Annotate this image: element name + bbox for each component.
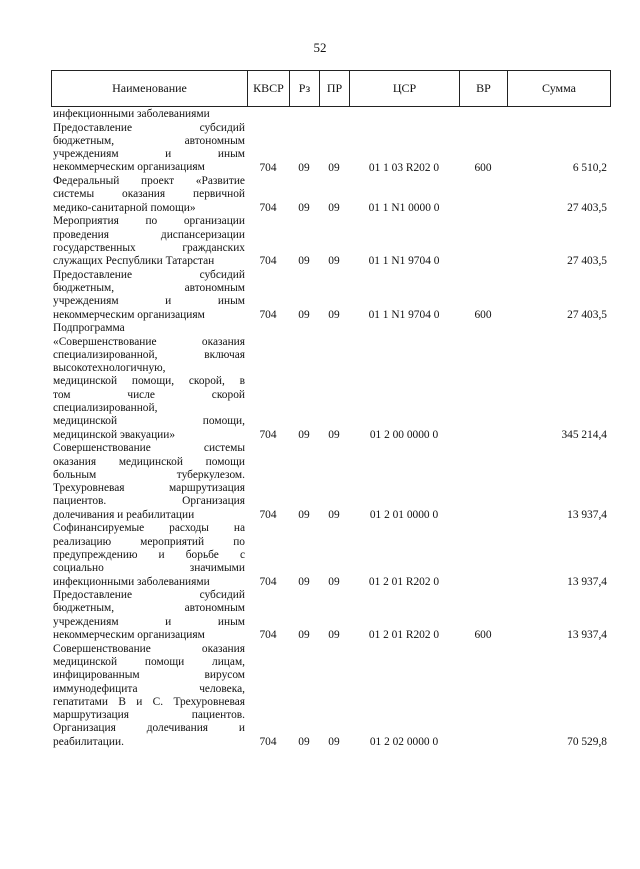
row-pr: 09	[328, 428, 340, 441]
page-number: 52	[313, 40, 327, 55]
table-row	[51, 322, 611, 442]
row-name-line: бюджетным, автономным	[53, 134, 245, 147]
row-name-line: Предоставление субсидий	[53, 268, 245, 281]
row-name-line: том числе скорой	[53, 388, 245, 401]
row-name	[53, 442, 245, 522]
row-pr: 09	[328, 575, 340, 588]
row-name-line: Совершенствование оказания	[53, 642, 245, 655]
row-name-line: предупреждению и борьбе с	[53, 548, 245, 561]
row-sum: 13 937,4	[567, 509, 607, 522]
row-kvsr: 704	[259, 428, 277, 441]
row-name-line: медицинской помощи, скорой, в	[53, 375, 245, 388]
row-csr: 01 2 02 0000 0	[369, 736, 439, 749]
row-csr: 01 2 00 0000 0	[369, 428, 439, 441]
row-name-line: учреждениям и иным	[53, 295, 245, 308]
row-rz: 09	[298, 736, 310, 749]
row-csr: 01 1 03 R202 0	[368, 161, 440, 174]
row-csr: 01 2 01 0000 0	[369, 509, 439, 522]
row-pr: 09	[328, 629, 340, 642]
row-rz: 09	[298, 308, 310, 321]
row-name-line: маршрутизация пациентов.	[53, 709, 245, 722]
row-csr: 01 1 N1 9704 0	[368, 308, 440, 321]
row-pr: 09	[328, 201, 340, 214]
header-rz: Рз	[290, 71, 320, 106]
table-row	[51, 589, 611, 643]
row-name-line: некоммерческим организациям	[53, 629, 205, 642]
row-name-line: системы оказания первичной	[53, 188, 245, 201]
row-pr: 09	[328, 161, 340, 174]
row-name-line: оказания медицинской помощи	[53, 455, 245, 468]
row-name-line: медико-санитарной помощи»	[53, 201, 196, 214]
row-name	[53, 215, 245, 268]
row-rz: 09	[298, 428, 310, 441]
row-kvsr: 704	[259, 629, 277, 642]
row-sum: 6 510,2	[572, 161, 607, 174]
table-row	[51, 175, 611, 215]
row-name-line: государственных гражданских	[53, 241, 245, 254]
row-pr: 09	[328, 255, 340, 268]
header-sum: Сумма	[542, 81, 576, 95]
row-name-line: учреждениям и иным	[53, 148, 245, 161]
table-row	[51, 122, 611, 176]
row-name	[53, 643, 245, 749]
row-name-line: учреждениям и иным	[53, 615, 245, 628]
row-name-line: инфекционными заболеваниями	[53, 108, 210, 120]
row-kvsr: 704	[259, 509, 277, 522]
row-name-line: бюджетным, автономным	[53, 602, 245, 615]
row-kvsr: 704	[259, 201, 277, 214]
table-row	[51, 522, 611, 589]
row-csr: 01 2 01 R202 0	[368, 575, 440, 588]
row-name-line: Федеральный проект «Развитие	[53, 175, 245, 188]
header-kvsr: КВСР	[248, 71, 290, 106]
row-name-line: служащих Республики Татарстан	[53, 255, 215, 268]
row-name-line: Софинансируемые расходы на	[53, 522, 245, 535]
table-body	[51, 108, 611, 749]
row-name-line: иммунодефицита человека,	[53, 682, 245, 695]
row-name	[53, 322, 245, 442]
row-rz: 09	[298, 629, 310, 642]
row-name-line: специализированной,	[53, 402, 158, 415]
row-name-line: некоммерческим организациям	[53, 161, 205, 174]
row-kvsr: 704	[259, 308, 277, 321]
row-vr: 600	[474, 629, 492, 642]
row-vr: 600	[474, 161, 492, 174]
row-name-line: Организация долечивания и	[53, 722, 245, 735]
row-name-line: реализацию мероприятий по	[53, 535, 245, 548]
row-name-line: больным туберкулезом.	[53, 468, 245, 481]
row-kvsr: 704	[259, 736, 277, 749]
table-row	[51, 442, 611, 522]
table-row	[51, 269, 611, 323]
row-name-line: Предоставление субсидий	[53, 589, 245, 602]
row-name-line: проведения диспансеризации	[53, 228, 245, 241]
row-sum: 345 214,4	[561, 428, 607, 441]
row-sum: 13 937,4	[567, 575, 607, 588]
row-name	[53, 269, 245, 322]
row-csr: 01 1 N1 9704 0	[368, 255, 440, 268]
row-kvsr: 704	[259, 255, 277, 268]
row-name-line: медицинской эвакуации»	[53, 428, 176, 441]
row-rz: 09	[298, 255, 310, 268]
header-pr: ПР	[320, 71, 350, 106]
row-sum: 27 403,5	[567, 201, 607, 214]
row-name-line: Трехуровневая маршрутизация	[53, 482, 245, 495]
row-sum: 13 937,4	[567, 629, 607, 642]
row-name-line: долечивания и реабилитации	[53, 508, 195, 521]
row-csr: 01 1 N1 0000 0	[368, 201, 440, 214]
table-row	[51, 215, 611, 269]
row-name-line: медицинской помощи лицам,	[53, 655, 245, 668]
row-name-line: высокотехнологичную,	[53, 362, 166, 375]
header-csr: ЦСР	[350, 71, 460, 106]
row-sum: 27 403,5	[567, 308, 607, 321]
row-name	[53, 175, 245, 215]
row-name-line: «Совершенствование оказания	[53, 335, 245, 348]
row-pr: 09	[328, 509, 340, 522]
row-csr: 01 2 01 R202 0	[368, 629, 440, 642]
row-kvsr: 704	[259, 575, 277, 588]
row-name-line: бюджетным, автономным	[53, 282, 245, 295]
row-rz: 09	[298, 575, 310, 588]
row-name-line: специализированной, включая	[53, 348, 245, 361]
row-vr: 600	[474, 308, 492, 321]
row-name-line: гепатитами В и С. Трехуровневая	[53, 695, 245, 708]
row-name-line: инфицированным вирусом	[53, 669, 245, 682]
table-header	[51, 70, 611, 107]
row-name-line: Предоставление субсидий	[53, 121, 245, 134]
row-name	[53, 589, 245, 642]
row-name	[53, 522, 245, 588]
row-name-line: пациентов. Организация	[53, 495, 245, 508]
row-name-line: медицинской помощи,	[53, 415, 245, 428]
row-name-line: Мероприятия по организации	[53, 215, 245, 228]
row-name	[53, 122, 245, 175]
row-name-line: инфекционными заболеваниями	[53, 575, 210, 588]
row-rz: 09	[298, 161, 310, 174]
row-rz: 09	[298, 509, 310, 522]
table-row	[51, 108, 611, 122]
row-sum: 27 403,5	[567, 255, 607, 268]
row-name-line: Подпрограмма	[53, 322, 125, 335]
row-pr: 09	[328, 736, 340, 749]
row-name-line: социально значимыми	[53, 562, 245, 575]
row-name-line: Совершенствование системы	[53, 442, 245, 455]
row-name	[53, 108, 245, 121]
row-kvsr: 704	[259, 161, 277, 174]
row-name-line: некоммерческим организациям	[53, 308, 205, 321]
header-name: Наименование	[52, 71, 248, 106]
row-sum: 70 529,8	[567, 736, 607, 749]
table-row	[51, 643, 611, 750]
row-rz: 09	[298, 201, 310, 214]
row-pr: 09	[328, 308, 340, 321]
header-vr: ВР	[460, 71, 508, 106]
row-name-line: реабилитации.	[53, 735, 124, 748]
